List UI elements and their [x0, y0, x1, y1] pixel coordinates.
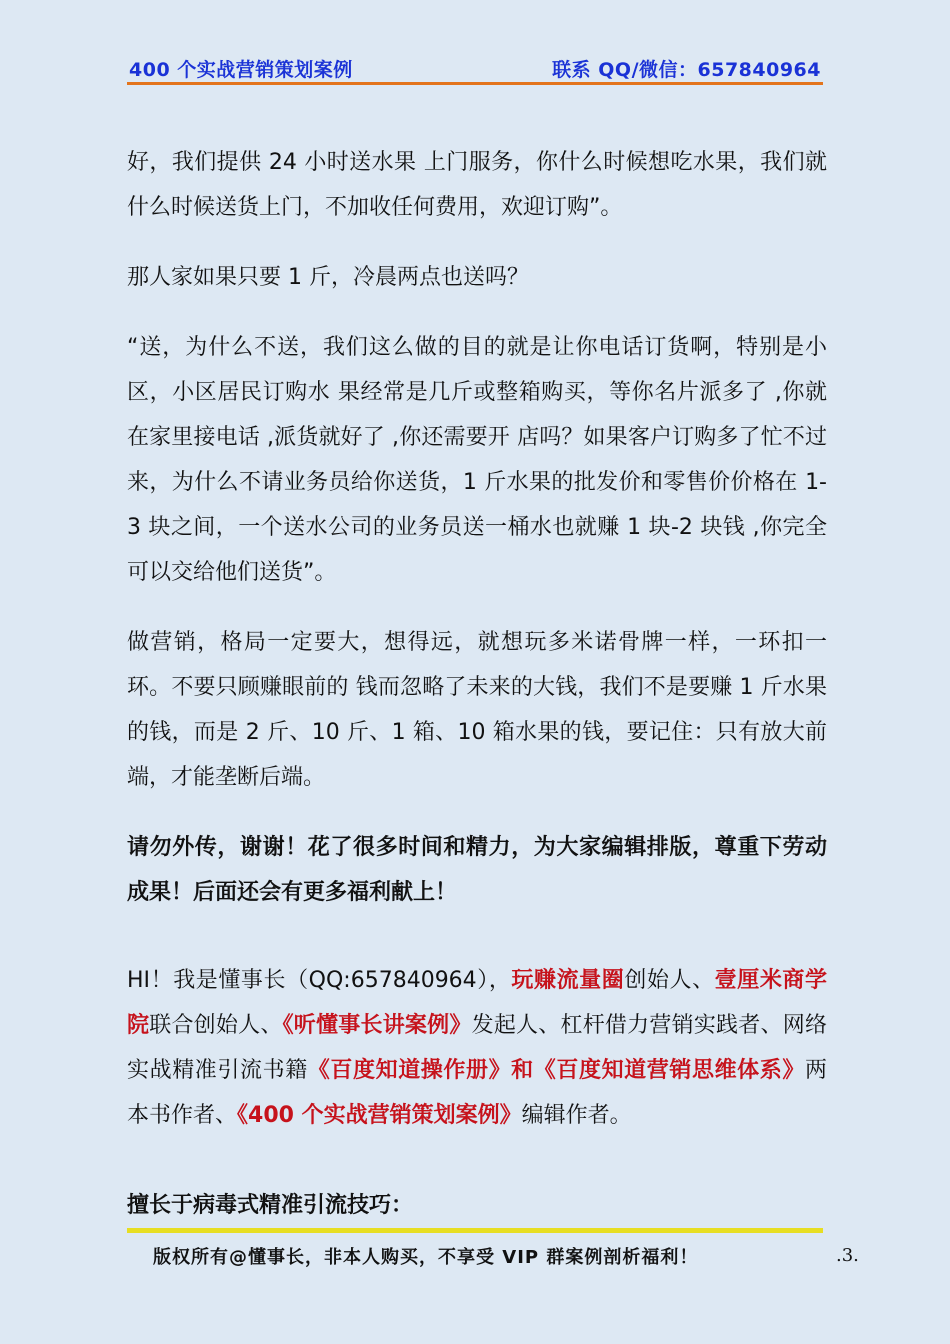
bio-book-title: 《400 个实战营销策划案例》	[237, 1103, 522, 1128]
page-number: .3.	[836, 1245, 859, 1266]
paragraph-answer: “送，为什么不送，我们这么做的目的就是让你电话订货啊，特别是小区，小区居民订购水 果经常是几斤或整箱购买，等你名片派多了 ,你就在家里接电话 ,派货就好了 ,你还需要开 店吗？如果客户订购多了忙不过来，为什么不请业务员给你送货，1 斤水果的批发价和零售价价格在 1-3 块之间，一个送水公司的业务员送一桶水也就赚 1 块-2 块钱 ,你完全可以交给他们送货”。	[127, 335, 827, 585]
bio-brand-3: 《听懂事长讲案例》	[282, 1013, 472, 1038]
bio-text-2: 创始人、	[624, 968, 715, 993]
bio-text-4: 发起人、杠杆借力营销实践者、网络实战精准引流书籍	[127, 1013, 827, 1083]
header-title: 400 个实战营销策划案例	[129, 59, 353, 81]
bio-text-3: 联合创始人、	[149, 1013, 283, 1038]
author-bio	[127, 958, 827, 1138]
header-contact: 联系 QQ/微信：657840964	[552, 59, 821, 81]
footer-copyright: 版权所有@懂事长，非本人购买，不享受 VIP 群案例剖析福利！	[153, 1247, 699, 1268]
bio-books: 《百度知道操作册》和《百度知道营销思维体系》	[307, 1058, 805, 1083]
header-rule	[127, 82, 823, 85]
paragraph-marketing-lesson: 做营销，格局一定要大，想得远，就想玩多米诺骨牌一样，一环扣一环。不要只顾赚眼前的 钱而忽略了未来的大钱，我们不是要赚 1 斤水果的钱，而是 2 斤、10 斤、1 箱、10 箱水果的钱，要记住：只有放大前端，才能垄断后端。	[127, 630, 827, 790]
document-body	[127, 140, 827, 1228]
page-header	[127, 52, 823, 82]
paragraph-notice: 请勿外传，谢谢！花了很多时间和精力，为大家编辑排版，尊重下劳动成果！后面还会有更多福利献上！	[127, 835, 827, 905]
section-heading: 擅长于病毒式精准引流技巧：	[127, 1193, 414, 1218]
footer-rule	[127, 1228, 823, 1233]
paragraph-question: 那人家如果只要 1 斤，冷晨两点也送吗？	[127, 265, 529, 290]
paragraph-delivery-offer: 好，我们提供 24 小时送水果 上门服务，你什么时候想吃水果，我们就什么时候送货上门，不加收任何费用，欢迎订购”。	[127, 150, 827, 220]
bio-text-6: 编辑作者。	[521, 1103, 632, 1128]
bio-brand-1: 玩赚流量圈	[511, 968, 625, 993]
bio-text-5: 两本书作者、	[127, 1058, 827, 1128]
bio-intro: HI！我是懂事长（QQ:657840964），	[127, 968, 512, 993]
bio-brand-2: 壹厘米商学院	[127, 968, 827, 1038]
